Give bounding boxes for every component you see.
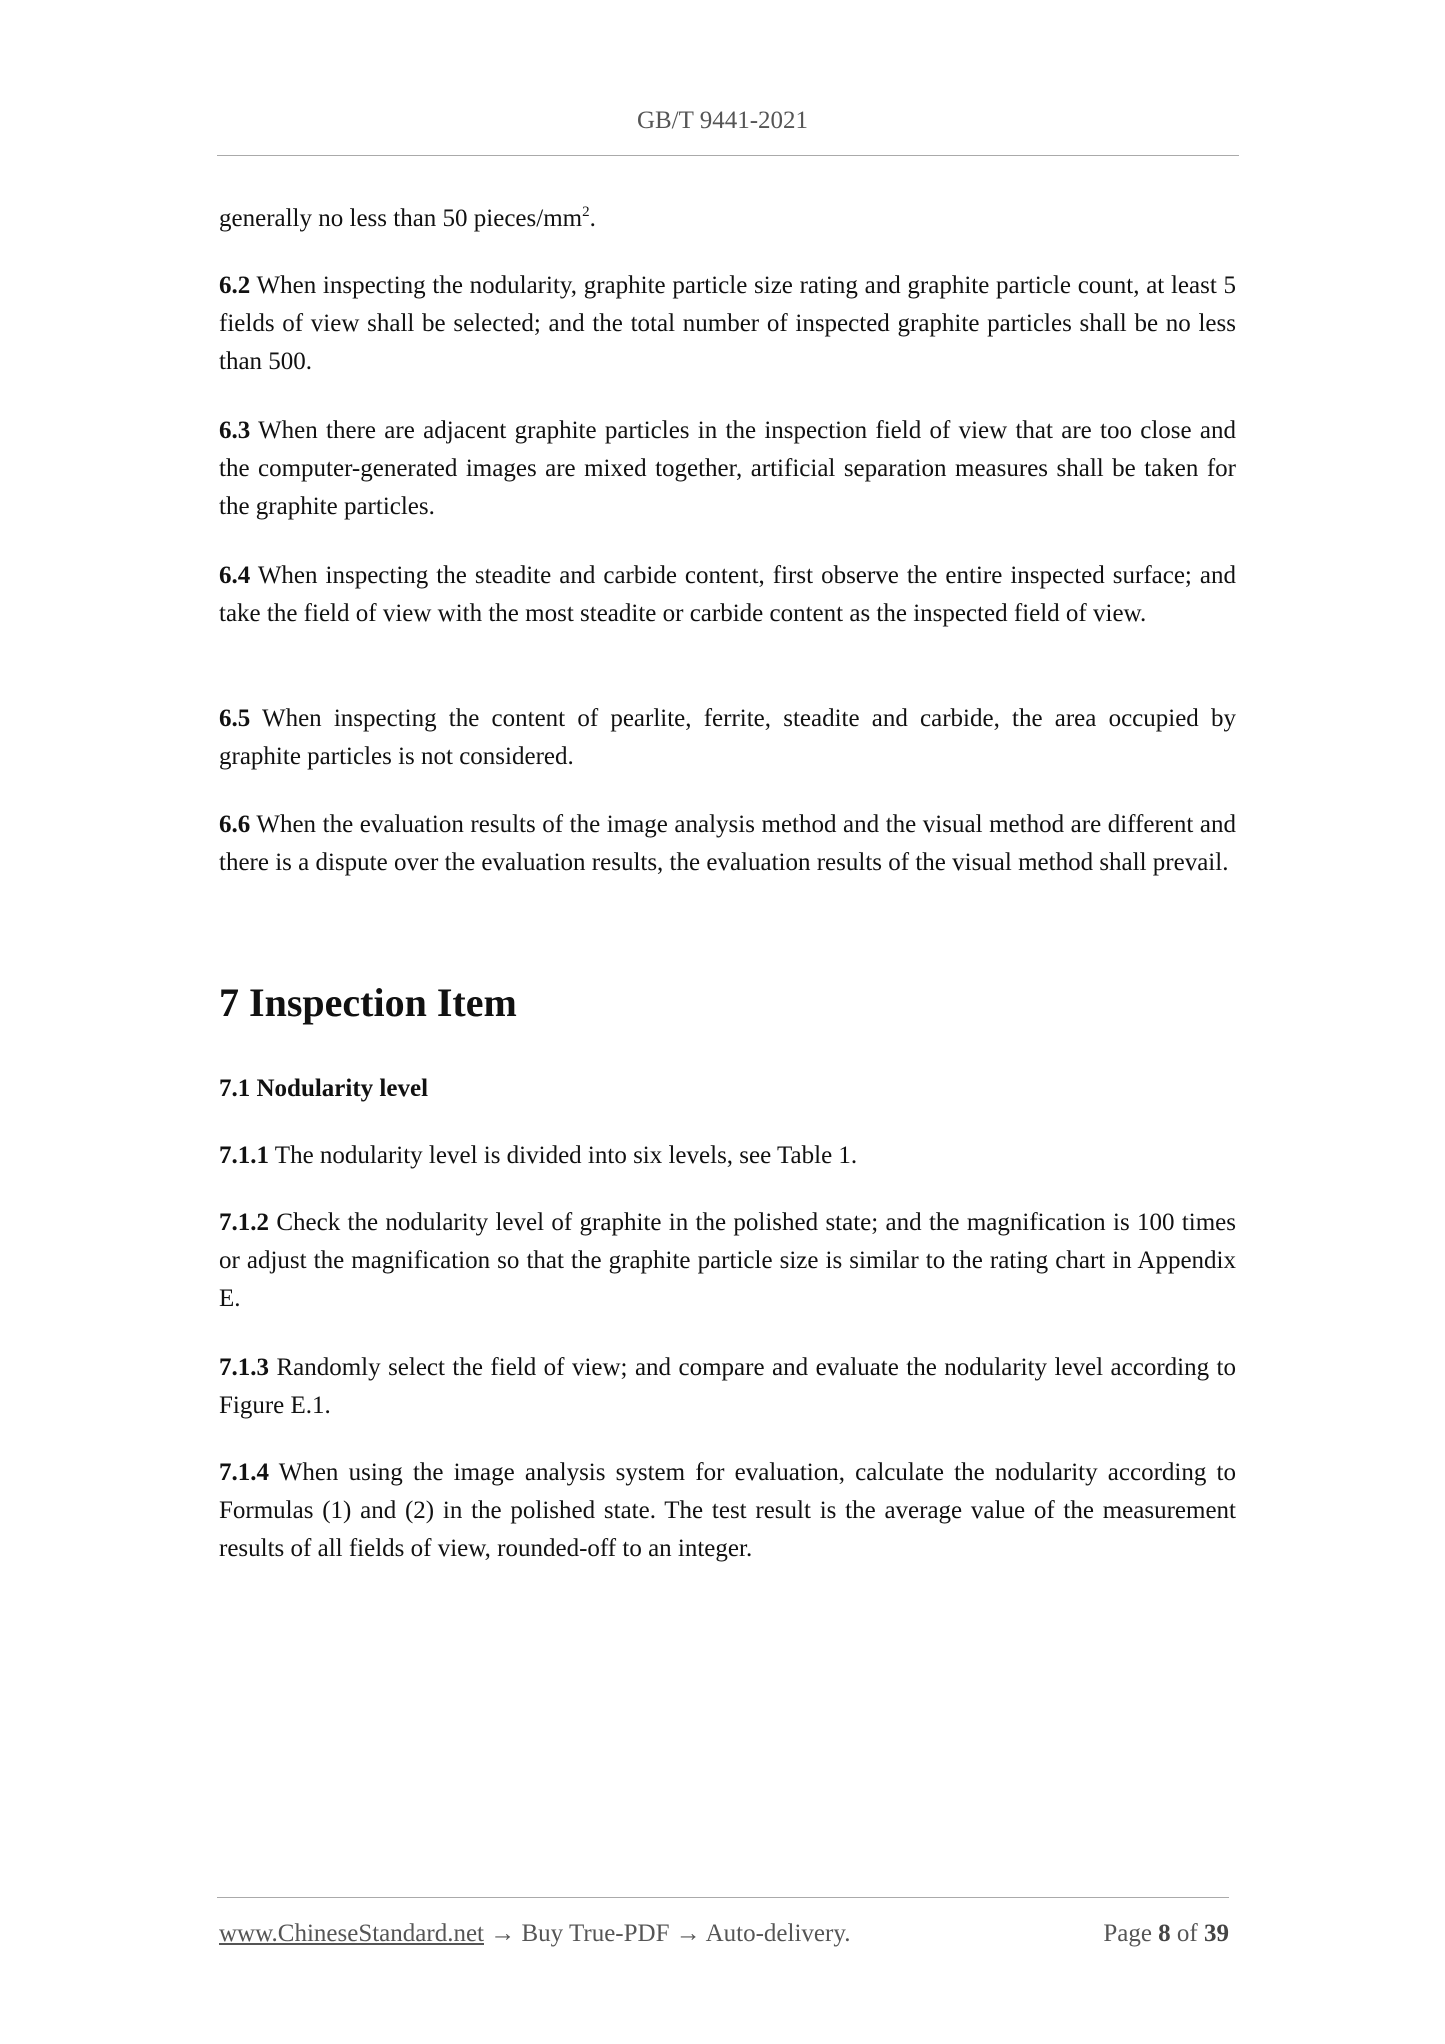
clause-number: 7.1.3	[219, 1354, 269, 1381]
clause-text: When inspecting the content of pearlite, ferrite, steadite and carbide, the area occupied by graphite particles is not considered.	[219, 705, 1236, 770]
clause-number: 6.5	[219, 705, 251, 732]
clause-6-5	[219, 700, 1236, 776]
clause-number: 6.4	[219, 562, 251, 589]
website-link[interactable]: www.ChineseStandard.net	[219, 1920, 484, 1947]
clause-number: 6.3	[219, 417, 251, 444]
arrow-right-icon: →	[490, 1920, 516, 1947]
arrow-right-icon: →	[675, 1920, 701, 1947]
clause-text: When there are adjacent graphite particles in the inspection field of view that are too close and the computer-generated images are mixed together, artificial separation measures shall be taken for the graphite particles.	[219, 417, 1236, 520]
buy-pdf-text: Buy True-PDF	[515, 1920, 676, 1947]
clause-text: When inspecting the steadite and carbide content, first observe the entire inspected surface; and take the field of view with the most steadite or carbide content as the inspected field of view.	[219, 562, 1236, 627]
section-heading-7: 7 Inspection Item	[219, 980, 517, 1025]
current-page: 8	[1158, 1920, 1171, 1947]
of-label: of	[1170, 1920, 1204, 1947]
document-header: GB/T 9441-2021	[636, 107, 809, 134]
paragraph-tail: .	[589, 205, 596, 232]
clause-number: 6.6	[219, 811, 251, 838]
paragraph-text: generally no less than 50 pieces/mm	[219, 205, 583, 232]
clause-number: 7.1.2	[219, 1209, 269, 1236]
superscript: 2	[582, 204, 590, 220]
header-divider	[217, 155, 1239, 156]
clause-7-1-4	[219, 1454, 1236, 1568]
clause-7-1-2	[219, 1204, 1236, 1318]
footer-divider	[217, 1897, 1229, 1898]
clause-text: Randomly select the field of view; and compare and evaluate the nodularity level according to Figure E.1.	[219, 1354, 1236, 1419]
clause-7-1-3	[219, 1349, 1236, 1425]
paragraph-continuation	[219, 200, 1236, 238]
total-pages: 39	[1204, 1920, 1229, 1947]
clause-number: 7.1.1	[219, 1142, 269, 1169]
page-footer	[219, 1916, 1229, 1952]
clause-number: 6.2	[219, 272, 251, 299]
clause-text: When using the image analysis system for evaluation, calculate the nodularity according to Formulas (1) and (2) in the polished state. The test result is the average value of the measurement results of all fields of view, rounded-off to an integer.	[219, 1459, 1236, 1562]
clause-7-1-1	[219, 1137, 1236, 1175]
subsection-heading-7-1: 7.1 Nodularity level	[219, 1075, 429, 1102]
clause-6-2	[219, 267, 1236, 381]
clause-text: The nodularity level is divided into six levels, see Table 1.	[269, 1142, 858, 1169]
page-number	[1103, 1916, 1229, 1952]
clause-text: When inspecting the nodularity, graphite particle size rating and graphite particle count, at least 5 fields of view shall be selected; and the total number of inspected graphite particles shall be no less than 500.	[219, 272, 1236, 375]
clause-number: 7.1.4	[219, 1459, 269, 1486]
clause-text: When the evaluation results of the image analysis method and the visual method are different and there is a dispute over the evaluation results, the evaluation results of the visual method shall prevail.	[219, 811, 1236, 876]
clause-6-4	[219, 557, 1236, 633]
auto-delivery-text: Auto-delivery.	[700, 1920, 851, 1947]
clause-6-3	[219, 412, 1236, 526]
page-label: Page	[1103, 1920, 1159, 1947]
clause-6-6	[219, 806, 1236, 882]
clause-text: Check the nodularity level of graphite in the polished state; and the magnification is 100 times or adjust the magnification so that the graphite particle size is similar to the rating chart in Appendix E.	[219, 1209, 1236, 1312]
